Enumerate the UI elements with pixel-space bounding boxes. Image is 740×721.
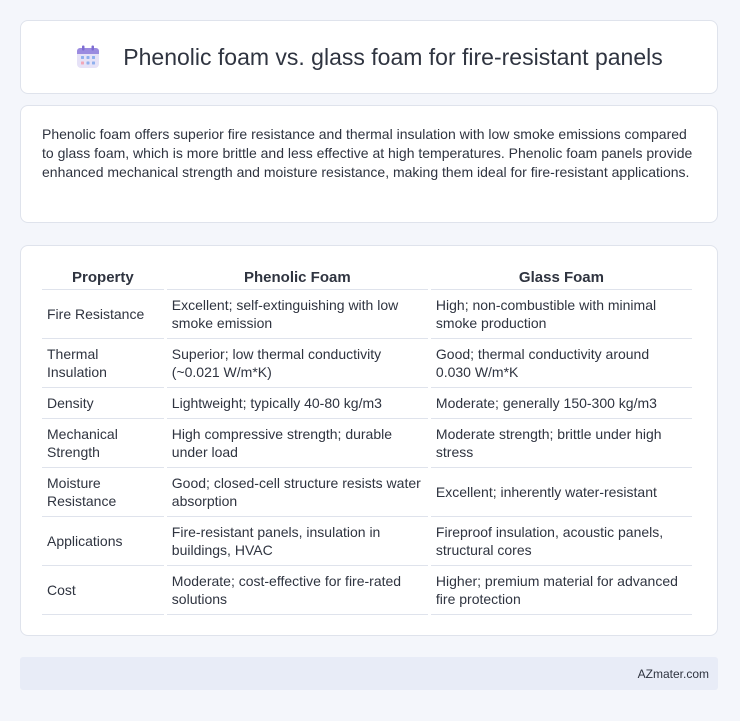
table-header-row [42,266,692,290]
glass-cell: Good; thermal conductivity around 0.030 W/m*K [431,339,692,388]
table-row [42,339,692,388]
calendar-icon [75,44,101,70]
table-row [42,419,692,468]
comparison-table [39,266,695,615]
glass-cell: Moderate strength; brittle under high stress [431,419,692,468]
property-cell: Cost [42,566,164,615]
glass-cell: Moderate; generally 150-300 kg/m3 [431,388,692,419]
summary-text: Phenolic foam offers superior fire resistance and thermal insulation with low smoke emissions compared to glass foam, which is more brittle and less effective at high temperatures. Phenolic foam panels provide enhanced mechanical strength and moisture resistance, making them ideal for fire-resistant applications. [42,126,693,180]
table-row [42,468,692,517]
page-title: Phenolic foam vs. glass foam for fire-resistant panels [123,43,663,70]
property-cell: Mechanical Strength [42,419,164,468]
property-cell: Applications [42,517,164,566]
phenolic-cell: Excellent; self-extinguishing with low smoke emission [167,290,428,339]
glass-cell: Excellent; inherently water-resistant [431,468,692,517]
table-row [42,290,692,339]
title-card [20,20,718,94]
summary-card [20,105,718,223]
property-cell: Fire Resistance [42,290,164,339]
header-property: Property [42,266,164,290]
phenolic-cell: Superior; low thermal conductivity (~0.021 W/m*K) [167,339,428,388]
property-cell: Thermal Insulation [42,339,164,388]
table-row [42,566,692,615]
phenolic-cell: Good; closed-cell structure resists water absorption [167,468,428,517]
table-row [42,517,692,566]
glass-cell: High; non-combustible with minimal smoke production [431,290,692,339]
footer-site-name[interactable]: AZmater.com [637,666,709,681]
header-phenolic-foam: Phenolic Foam [167,266,428,290]
table-row [42,388,692,419]
phenolic-cell: Moderate; cost-effective for fire-rated solutions [167,566,428,615]
phenolic-cell: Lightweight; typically 40-80 kg/m3 [167,388,428,419]
glass-cell: Fireproof insulation, acoustic panels, structural cores [431,517,692,566]
glass-cell: Higher; premium material for advanced fire protection [431,566,692,615]
header-glass-foam: Glass Foam [431,266,692,290]
property-cell: Density [42,388,164,419]
phenolic-cell: High compressive strength; durable under load [167,419,428,468]
comparison-table-card [20,245,718,636]
phenolic-cell: Fire-resistant panels, insulation in buildings, HVAC [167,517,428,566]
property-cell: Moisture Resistance [42,468,164,517]
footer-bar [20,657,718,690]
